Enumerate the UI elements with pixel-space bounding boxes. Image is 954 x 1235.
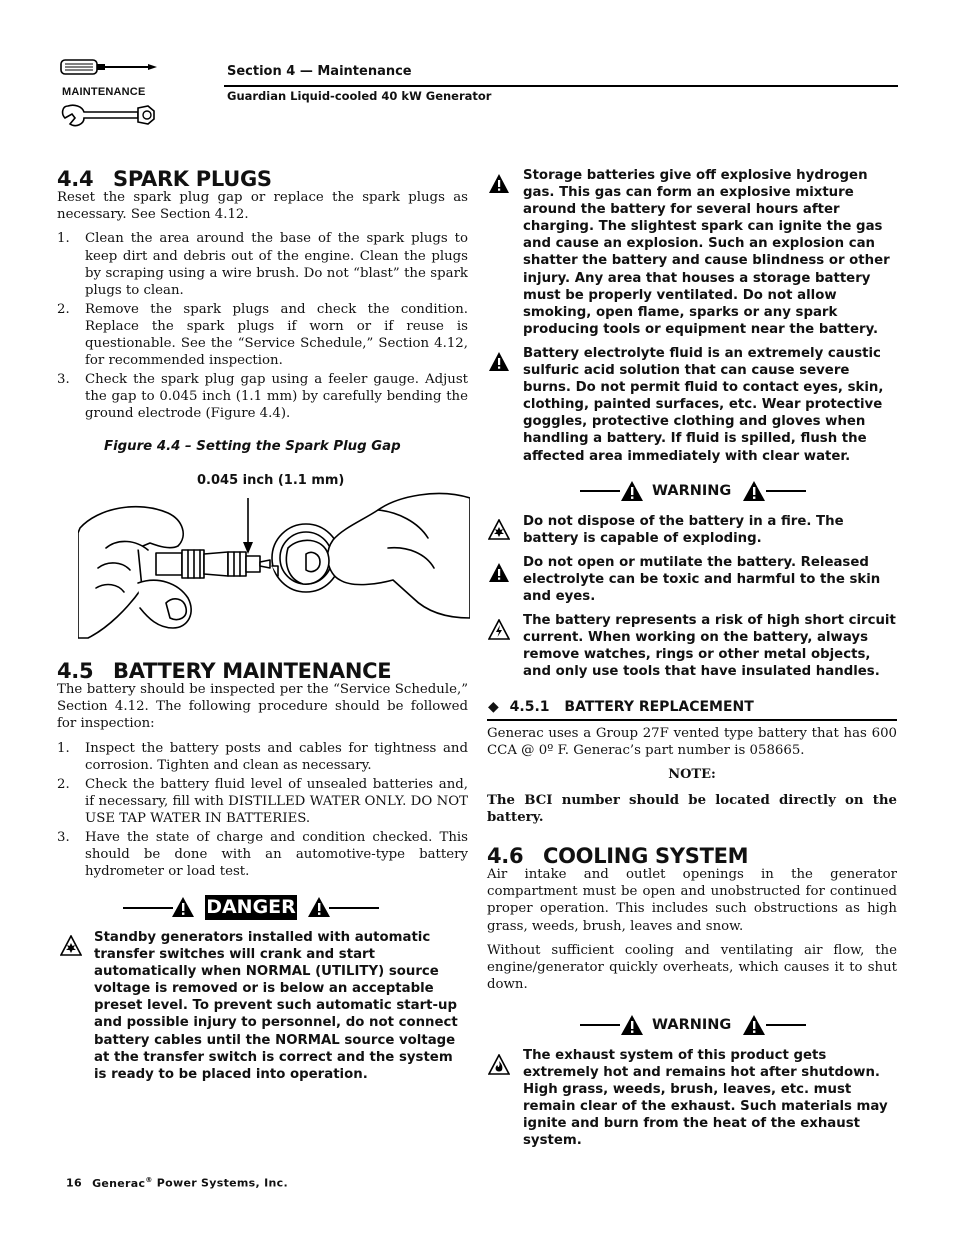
battery-replacement-text: Generac uses a Group 27F vented type battery that has 600 CCA @ 0º F. Generac’s part number is 058665. [487, 726, 897, 759]
section-4-6 [487, 844, 897, 993]
section-title: SPARK PLUGS [113, 167, 272, 191]
short-circuit-warning: The battery represents a risk of high short circuit current. When working on the battery, always remove watches, rings or other metal objects, and only use tools that have insulated handles. [523, 613, 896, 680]
warning-triangle-icon [742, 1014, 766, 1036]
hydrogen-gas-warning: Storage batteries give off explosive hydrogen gas. This gas can form an explosive mixture around the battery for several hours after charging. The slightest spark can ignite the gas and cause an explosion. Such an explosion can shatter the battery and cause blindness or other injury. Any area that houses a storage battery must be properly ventilated. Do not allow smoking, open flame, sparks or any spark producing tools or equipment near the battery. [523, 168, 890, 337]
footer-company-rest: Power Systems, Inc. [156, 1176, 288, 1190]
warning-triangle-icon [307, 896, 331, 918]
list-item: 1. Inspect the battery posts and cables for tightness and corrosion. Tighten and clean as necessary. [57, 740, 468, 773]
warning-triangle-icon [620, 1014, 644, 1036]
spark-plug-gap-illustration [78, 488, 470, 640]
note-label: NOTE: [668, 767, 716, 782]
header-rule [224, 85, 898, 87]
footer-company: Generac [92, 1176, 146, 1190]
battery-steps [57, 740, 468, 881]
fire-disposal-warning: Do not dispose of the battery in a fire. The battery is capable of exploding. [523, 514, 844, 547]
header-section-title: Section 4 — Maintenance [227, 64, 412, 79]
note-text: The BCI number should be located directly on the battery. [487, 793, 897, 826]
cooling-paragraph-2: Without sufficient cooling and ventilating air flow, the engine/generator quickly overheats, which causes it to shut down. [487, 942, 897, 993]
page-footer [66, 1176, 288, 1190]
figure-gap-label: 0.045 inch (1.1 mm) [197, 473, 345, 488]
section-title: BATTERY REPLACEMENT [564, 699, 754, 715]
exhaust-warning: The exhaust system of this product gets extremely hot and remains hot after shutdown. High grass, weeds, brush, leaves, etc. must remain clear of the exhaust. Such materials may ignite and burn from the heat of the exhaust system. [523, 1048, 888, 1149]
electric-shock-icon [488, 619, 510, 641]
section-number: 4.5 [57, 659, 94, 683]
danger-banner [123, 895, 379, 921]
page-number: 16 [66, 1176, 82, 1190]
warning-triangle-icon [488, 173, 510, 195]
warning-label: WARNING [652, 1017, 732, 1033]
section-number: 4.5.1 [509, 699, 550, 715]
warning-triangle-icon [488, 562, 510, 584]
registered-mark: ® [145, 1176, 153, 1184]
section-4-5-heading [57, 659, 468, 683]
list-item: 3. Have the state of charge and condition checked. This should be done with an automotive-type battery hydrometer or load test. [57, 829, 468, 880]
list-item: 3. Check the spark plug gap using a feeler gauge. Adjust the gap to 0.045 inch (1.1 mm) by carefully bending the ground electrode (Figure 4.4). [57, 372, 468, 422]
header-subtitle: Guardian Liquid-cooled 40 kW Generator [227, 89, 492, 103]
explosion-hazard-icon [488, 519, 510, 541]
warning-triangle-icon [742, 480, 766, 502]
section-4-5-1-heading [488, 699, 754, 715]
mutilate-warning: Do not open or mutilate the battery. Released electrolyte can be toxic and harmful to the skin and eyes. [523, 555, 881, 605]
warning-triangle-icon [171, 896, 195, 918]
warning-banner [580, 478, 806, 504]
list-item: 1. Clean the area around the base of the spark plugs to keep dirt and debris out of the engine. Clean the plugs by scraping using a wire brush. Do not “blast” the spark plugs to clean. [57, 231, 468, 299]
section-number: 4.4 [57, 167, 94, 191]
electrolyte-warning: Battery electrolyte fluid is an extremely caustic sulfuric acid solution that can cause severe burns. Do not permit fluid to contact eyes, skin, clothing, painted surfaces, etc. Wear protective goggles, protective clothing and gloves when handling a battery. If fluid is spilled, flush the affected area immediately with clear water. [523, 346, 884, 464]
warning-triangle-icon [620, 480, 644, 502]
section-rule [487, 719, 897, 721]
logo-label: MAINTENANCE [62, 86, 146, 98]
list-item: 2. Remove the spark plugs and check the condition. Replace the spark plugs if worn or if reuse is questionable. See the “Service Schedule,” Section 4.12, for recommended inspection. [57, 301, 468, 369]
warning-label: WARNING [652, 483, 732, 499]
section-title: COOLING SYSTEM [543, 844, 749, 868]
figure-caption: Figure 4.4 – Setting the Spark Plug Gap [104, 439, 401, 454]
warning-triangle-icon [488, 351, 510, 373]
fire-hazard-icon [488, 1054, 510, 1076]
section-4-5-intro: The battery should be inspected per the “Service Schedule,” Section 4.12. The following procedure should be followed for inspection: [57, 682, 468, 732]
list-item: 2. Check the battery fluid level of unsealed batteries and, if necessary, fill with DISTILLED WATER ONLY. DO NOT USE TAP WATER IN BATTERIES. [57, 776, 468, 826]
danger-label: DANGER [206, 896, 296, 918]
section-number: 4.6 [487, 844, 524, 868]
warning-banner [580, 1012, 806, 1038]
cooling-paragraph-1: Air intake and outlet openings in the generator compartment must be open and unobstructed for continued proper operation. This includes such obstructions as high grass, weeds, brush, leaves and snow. [487, 867, 897, 934]
section-4-4 [57, 167, 468, 424]
section-4-4-intro: Reset the spark plug gap or replace the spark plugs as necessary. See Section 4.12. [57, 190, 468, 223]
diamond-icon: ◆ [488, 699, 499, 715]
section-4-5 [57, 659, 468, 882]
explosion-hazard-icon [60, 935, 82, 957]
danger-text: Standby generators installed with automatic transfer switches will crank and start automatically when NORMAL (UTILITY) source voltage is removed or is below an acceptable preset level. To prevent such automatic start-up and possible injury to personnel, do not connect battery cables until the NORMAL source voltage at the transfer switch is correct and the system is ready to be placed into operation. [94, 930, 458, 1082]
spark-plug-steps [57, 230, 468, 422]
section-title: BATTERY MAINTENANCE [113, 659, 392, 683]
section-4-6-heading [487, 844, 897, 868]
section-4-4-heading [57, 167, 468, 191]
